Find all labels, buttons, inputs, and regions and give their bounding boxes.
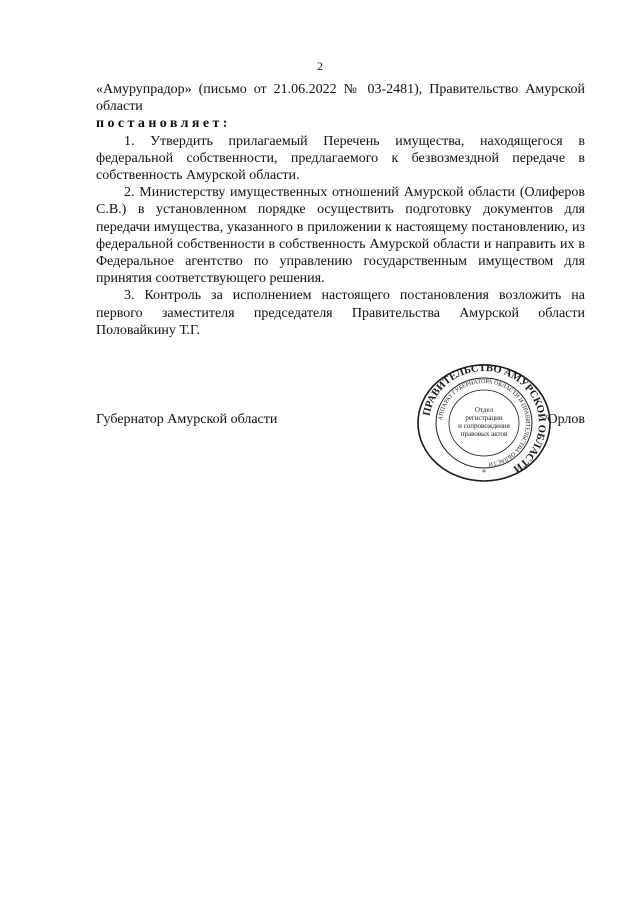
seal-star-icon: * [482,468,486,477]
decree-word: постановляет: [96,116,231,132]
seal-center-line-3: и сопровождения [458,422,510,430]
item-1-paragraph: 1. Утвердить прилагаемый Перечень имущества, находящегося в федеральной собственности, предлагаемого к безвозмездной передаче в собственность Амурской области. [96,133,585,184]
seal-inner-text: АППАРАТ ГУБЕРНАТОРА ОБЛАСТИ И ПРАВИТЕЛЬСТВА ОБЛАСТИ [438,378,531,467]
document-body [96,81,585,339]
signatory-title: Губернатор Амурской области [96,412,278,427]
intro-paragraph: «Амурупрадор» (письмо от 21.06.2022 № 03-2481), Правительство Амурской области [96,82,585,115]
page-number: 2 [317,59,323,73]
signatory-name: Орлов [547,412,585,427]
seal-outer-text: ПРАВИТЕЛЬСТВО АМУРСКОЙ ОБЛАСТИ [421,363,548,475]
item-2-paragraph: 2. Министерству имущественных отношений Амурской области (Олиферов С.В.) в установленном порядке осуществить подготовку документов для передачи имущества, указанного в приложении к настоящему постановлению, из федеральной собственности в собственность Амурской области и направить их в Федеральное агентство по управлению государственным имуществом для принятия соответствующего решения. [96,185,585,287]
official-seal [414,363,554,483]
item-3-paragraph: 3. Контроль за исполнением настоящего постановления возложить на первого заместителя председателя Правительства Амурской области Половайкину Т.Г. [96,288,585,338]
seal-center-line-2: регистрации [465,414,503,422]
seal-center-line-1: Отдел [474,406,494,414]
seal-graphic [414,363,554,483]
seal-center-line-4: правовых актов [460,430,508,438]
